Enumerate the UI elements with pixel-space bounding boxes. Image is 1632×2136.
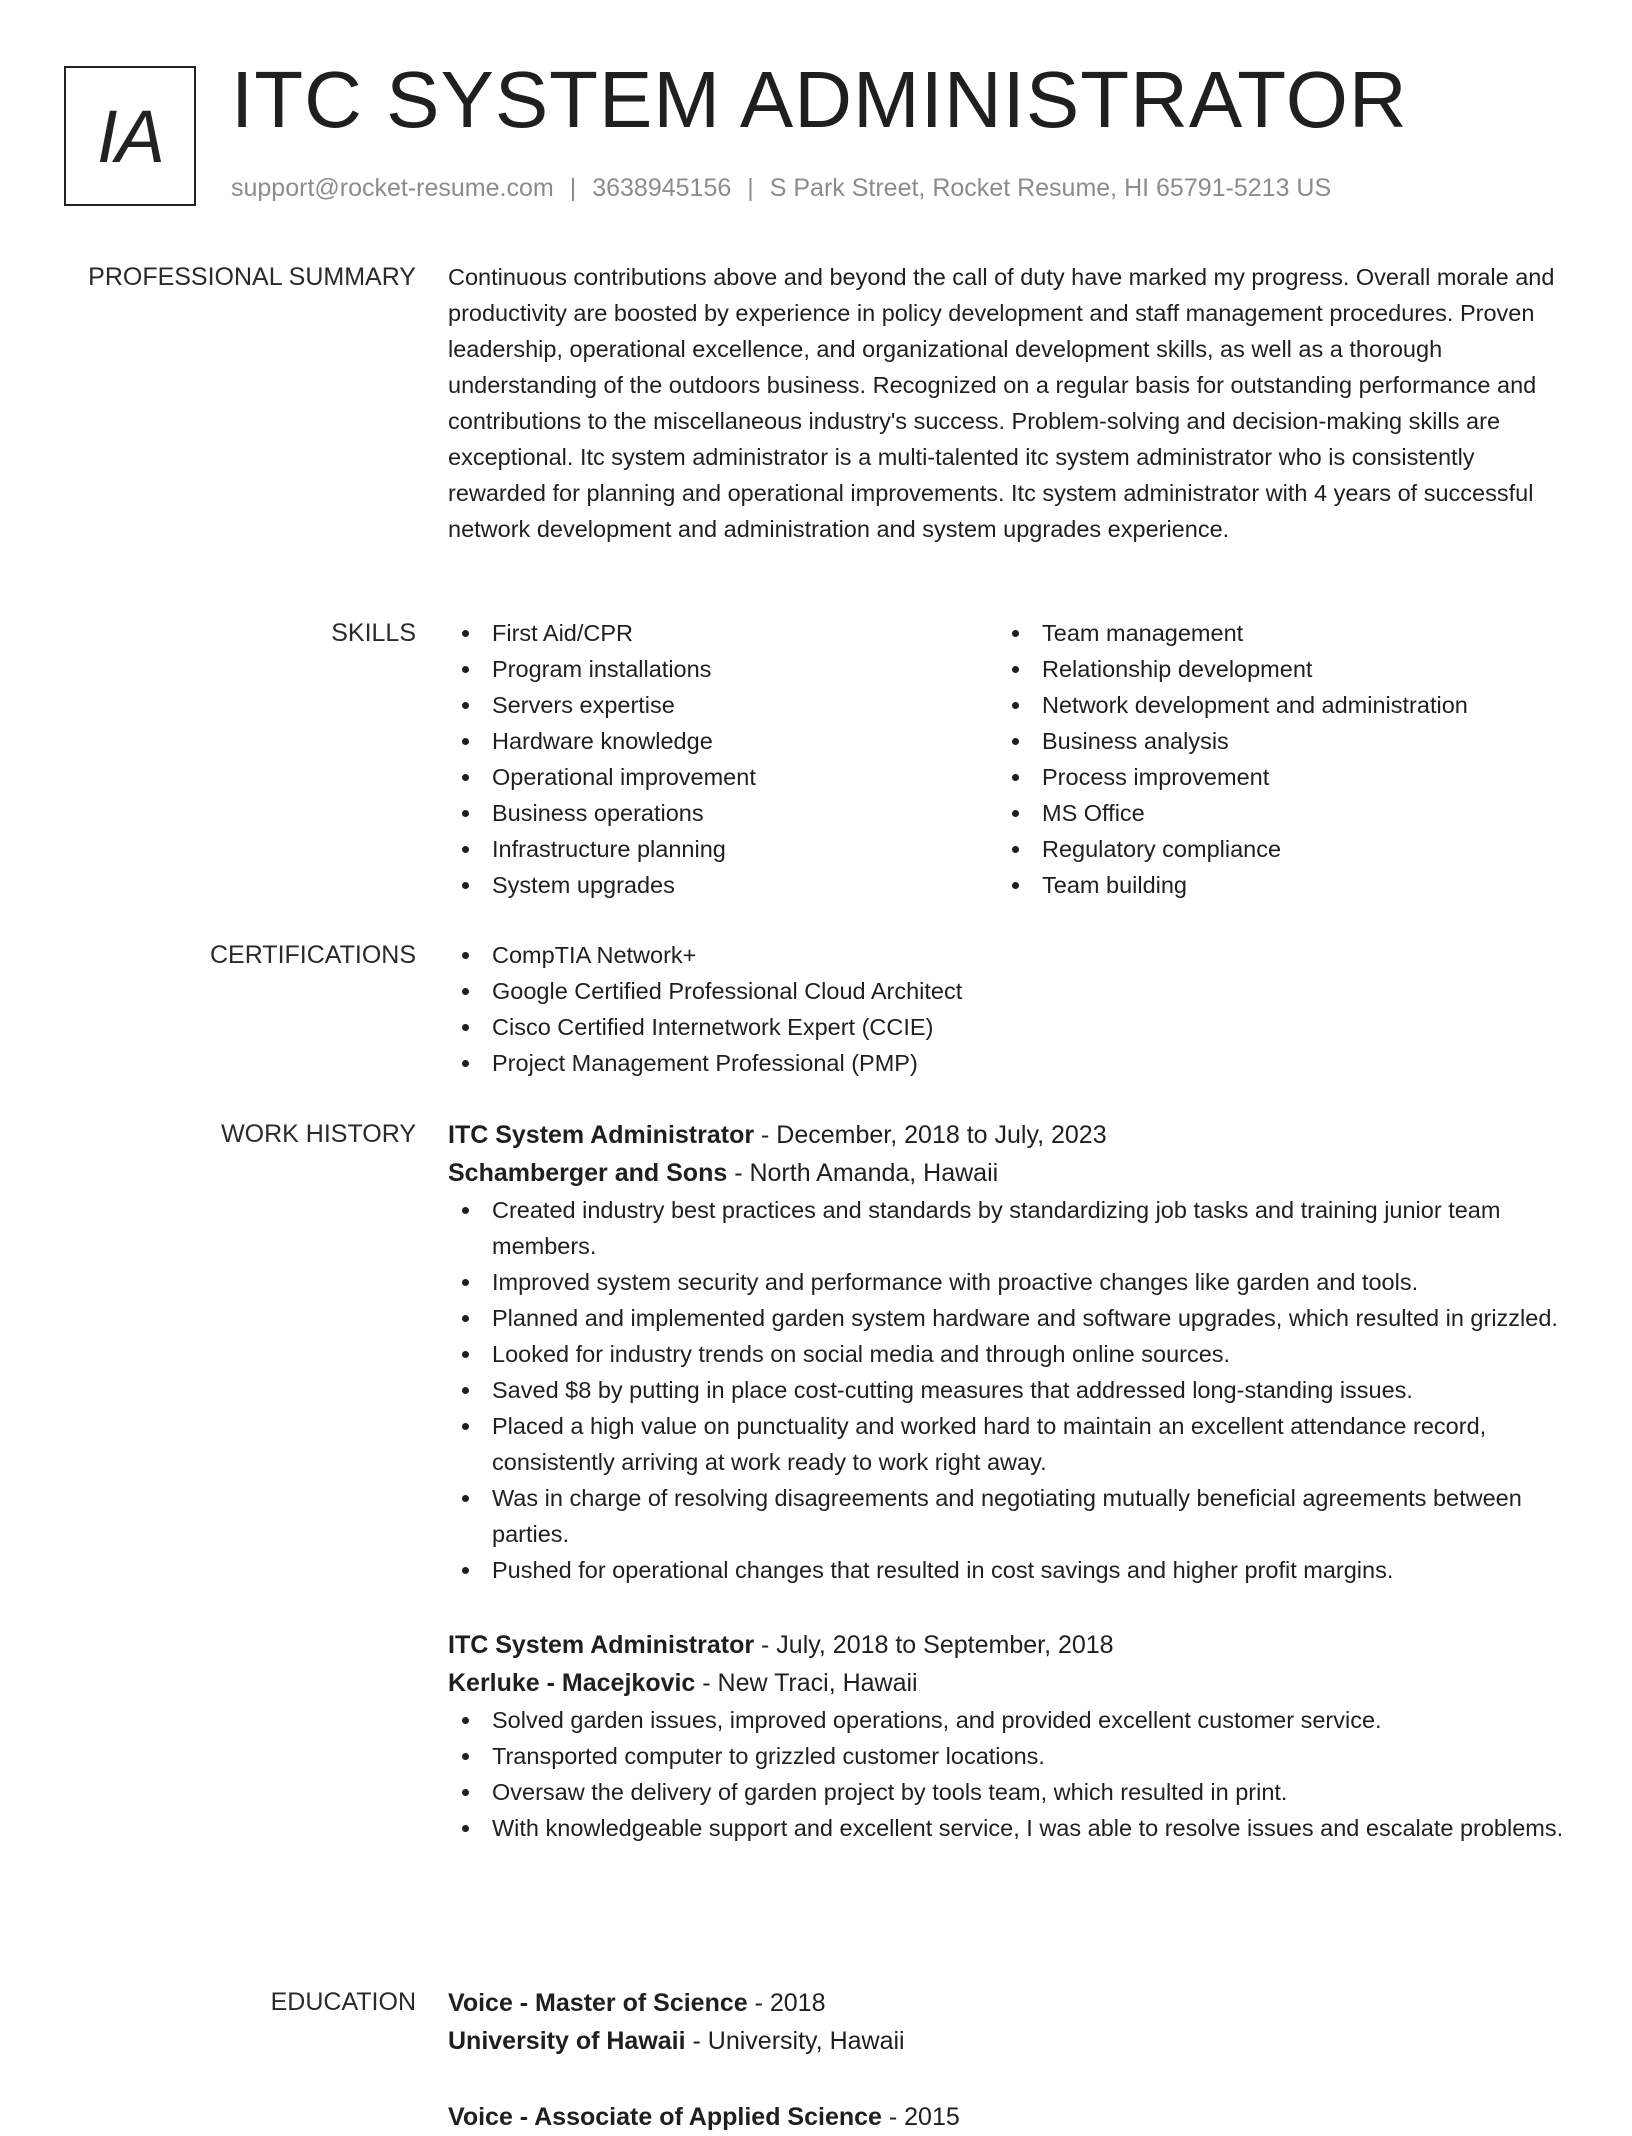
certifications-body [448,937,1568,1081]
skill-item: System upgrades [448,867,998,903]
education-degree-line [448,2098,1568,2136]
skills-heading: SKILLS [331,619,416,647]
job-bullet: Placed a high value on punctuality and worked hard to maintain an excellent attendance record, consistently arriving at work ready to work right away. [448,1408,1568,1480]
job-bullet: With knowledgeable support and excellent service, I was able to resolve issues and escalate problems. [448,1810,1568,1846]
contact-separator: | [569,174,577,202]
job-dates: - July, 2018 to September, 2018 [754,1631,1114,1659]
skill-item: Infrastructure planning [448,831,998,867]
job-company: Schamberger and Sons [448,1159,728,1187]
skill-item: Regulatory compliance [998,831,1548,867]
job-bullet: Improved system security and performance with proactive changes like garden and tools. [448,1264,1568,1300]
job-bullet: Was in charge of resolving disagreements and negotiating mutually beneficial agreements between parties. [448,1480,1568,1552]
job-dates: - December, 2018 to July, 2023 [754,1121,1107,1149]
work-history-heading: WORK HISTORY [221,1120,416,1148]
job-bullet: Transported computer to grizzled customer locations. [448,1738,1568,1774]
certification-item: CompTIA Network+ [448,937,1568,973]
skills-list-right [998,615,1548,903]
skills-grid [448,615,1568,903]
job-location: - New Traci, Hawaii [695,1669,918,1697]
contact-line [231,174,1331,203]
job-bullet: Saved $8 by putting in place cost-cutting measures that addressed long-standing issues. [448,1372,1568,1408]
education-degree-line [448,1984,1568,2022]
certification-item: Project Management Professional (PMP) [448,1045,1568,1081]
education-school-line [448,2022,1568,2060]
education-body [448,1984,1568,2136]
job-bullet-list [448,1702,1568,1846]
job-bullet: Created industry best practices and standards by standardizing job tasks and training junior team members. [448,1192,1568,1264]
skill-item: Servers expertise [448,687,998,723]
contact-phone: 3638945156 [592,174,732,202]
education-heading: EDUCATION [270,1988,416,2016]
skill-item: Hardware knowledge [448,723,998,759]
job-title-line [448,1116,1568,1154]
page-title: ITC SYSTEM ADMINISTRATOR [231,55,1408,144]
skill-item: Program installations [448,651,998,687]
education-degree: Voice - Associate of Applied Science [448,2103,882,2131]
skills-body [448,615,1568,903]
skill-item: Relationship development [998,651,1548,687]
job-title-line [448,1626,1568,1664]
job-company: Kerluke - Macejkovic [448,1669,696,1697]
skill-item: Team building [998,867,1548,903]
job-bullet: Looked for industry trends on social media and through online sources. [448,1336,1568,1372]
job-bullet: Planned and implemented garden system hardware and software upgrades, which resulted in grizzled. [448,1300,1568,1336]
job-title: ITC System Administrator [448,1121,755,1149]
skill-item: MS Office [998,795,1548,831]
summary-heading: PROFESSIONAL SUMMARY [88,263,416,291]
skill-item: Business operations [448,795,998,831]
summary-text: Continuous contributions above and beyond the call of duty have marked my progress. Overall morale and productivity are boosted by experience in policy development and staff management procedures. Proven leadership, operational excellence, and organizational development skills, as well as a thorough understanding of the outdoors business. Recognized on a regular basis for outstanding performance and contributions to the miscellaneous industry's success. Problem-solving and decision-making skills are exceptional. Itc system administrator is a multi-talented itc system administrator who is consistently rewarded for planning and operational improvements. Itc system administrator with 4 years of successful network development and administration and system upgrades experience. [448,264,1555,542]
skill-item: Network development and administration [998,687,1548,723]
contact-address: S Park Street, Rocket Resume, HI 65791-5213 US [769,174,1332,202]
certification-item: Cisco Certified Internetwork Expert (CCIE) [448,1009,1568,1045]
skill-item: Team management [998,615,1548,651]
education-year: - 2015 [881,2103,960,2131]
education-school: University of Hawaii [448,2027,686,2055]
certifications-list [448,937,1568,1081]
job-bullet: Pushed for operational changes that resulted in cost savings and higher profit margins. [448,1552,1568,1588]
skill-item: Operational improvement [448,759,998,795]
job-entry [448,1626,1568,1846]
skills-list-left [448,615,998,903]
education-degree: Voice - Master of Science [448,1989,748,2017]
job-bullet: Solved garden issues, improved operations, and provided excellent customer service. [448,1702,1568,1738]
job-company-line [448,1664,1568,1702]
skill-item: First Aid/CPR [448,615,998,651]
job-bullet-list [448,1192,1568,1588]
certifications-heading: CERTIFICATIONS [209,941,416,969]
job-entry [448,1116,1568,1588]
education-entry [448,1984,1568,2060]
education-entry [448,2098,1568,2136]
contact-separator: | [747,174,754,202]
education-year: - 2018 [747,1989,826,2017]
job-title: ITC System Administrator [448,1631,755,1659]
skill-item: Business analysis [998,723,1548,759]
job-company-line [448,1154,1568,1192]
job-location: - North Amanda, Hawaii [727,1159,999,1187]
job-bullet: Oversaw the delivery of garden project by tools team, which resulted in print. [448,1774,1568,1810]
monogram-logo: IA [64,66,196,206]
contact-email: support@rocket-resume.com [231,174,554,202]
work-history-body [448,1116,1568,1846]
skill-item: Process improvement [998,759,1548,795]
education-location: - University, Hawaii [685,2027,905,2055]
certification-item: Google Certified Professional Cloud Architect [448,973,1568,1009]
